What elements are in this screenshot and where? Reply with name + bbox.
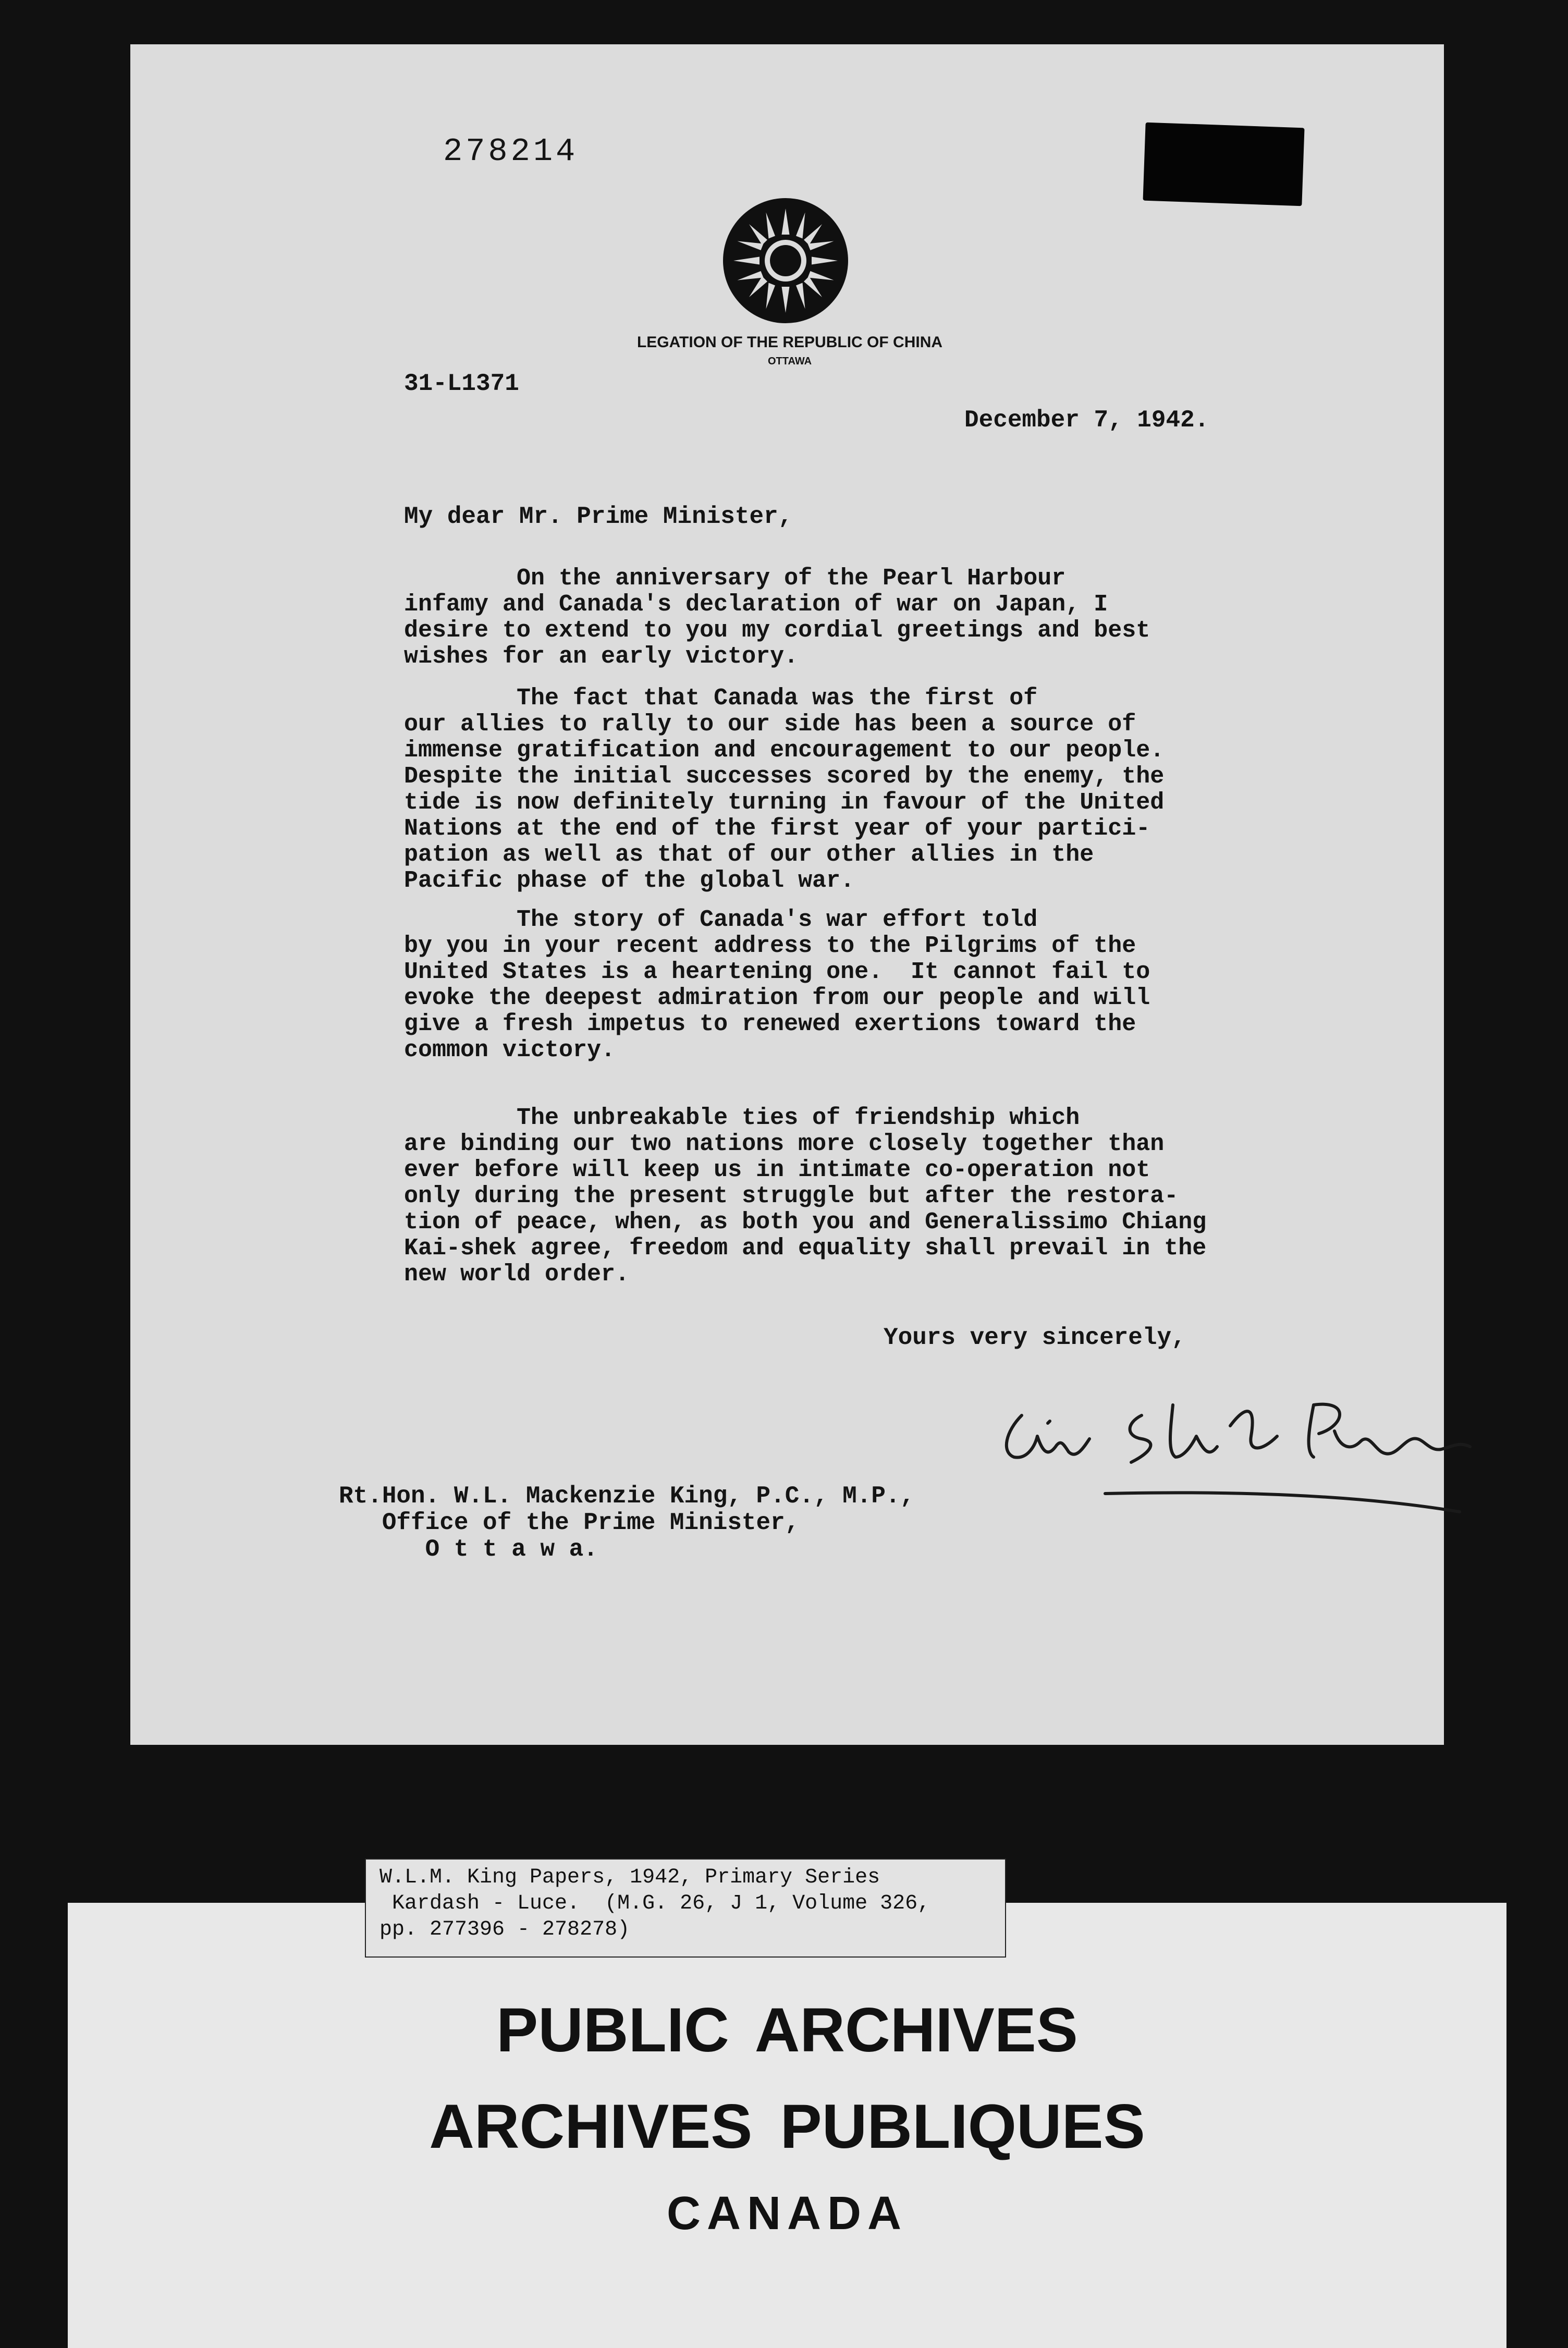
letterhead-name: LEGATION OF THE REPUBLIC OF CHINA	[636, 334, 943, 351]
closing: Yours very sincerely,	[884, 1324, 1186, 1351]
reference-number: 31-L1371	[404, 370, 519, 397]
addressee-block: Rt.Hon. W.L. Mackenzie King, P.C., M.P., Office of the Prime Minister, O t t a w a.	[339, 1483, 915, 1563]
archive-stamp-country: CANADA	[667, 2187, 908, 2240]
document-number: 278214	[443, 133, 579, 170]
handwritten-signature	[985, 1374, 1517, 1540]
redaction-block	[1143, 123, 1304, 206]
paragraph-2: The fact that Canada was the first of our allies to rally to our side has been a source of immense gratification and encouragement to our people. Despite the initial successes scored by the enemy, the tide is now definitely turning in favour of the United Nations at the end of the first year of your partici- pation as well as that of our other allies in the Pacific phase of the global war.	[404, 685, 1165, 894]
archive-label-line-1: W.L.M. King Papers, 1942, Primary Series	[379, 1866, 880, 1889]
paragraph-4: The unbreakable ties of friendship which are binding our two nations more closely together than ever before will keep us in intimate co-operation not only during the present struggle but after the restora- tion of peace, when, as both you and Generalissimo Chiang Kai-shek agree, freedom and equality shall prevail in the new world order.	[404, 1105, 1207, 1288]
archive-label-line-3: pp. 277396 - 278278)	[379, 1918, 630, 1941]
letter-page	[130, 44, 1444, 1745]
archive-stamp-english: PUBLIC ARCHIVES	[496, 1995, 1078, 2065]
archive-reference-label	[365, 1858, 1006, 1958]
letterhead-city: OTTAWA	[767, 356, 812, 367]
paragraph-1: On the anniversary of the Pearl Harbour infamy and Canada's declaration of war on Japan, I desire to extend to you my cordial greetings and best wishes for an early victory.	[404, 565, 1150, 670]
sun-emblem-icon	[720, 195, 851, 326]
salutation: My dear Mr. Prime Minister,	[404, 503, 793, 530]
letter-date: December 7, 1942.	[964, 407, 1209, 434]
archive-label-line-2: Kardash - Luce. (M.G. 26, J 1, Volume 326,	[379, 1892, 930, 1915]
paragraph-3: The story of Canada's war effort told by you in your recent address to the Pilgrims of the United States is a heartening one. It cannot fail to evoke the deepest admiration from our people and will give a fresh impetus to renewed exertions toward the common victory.	[404, 907, 1150, 1063]
archive-stamp-panel	[68, 1903, 1506, 2348]
archive-stamp-french: ARCHIVES PUBLIQUES	[429, 2092, 1145, 2161]
